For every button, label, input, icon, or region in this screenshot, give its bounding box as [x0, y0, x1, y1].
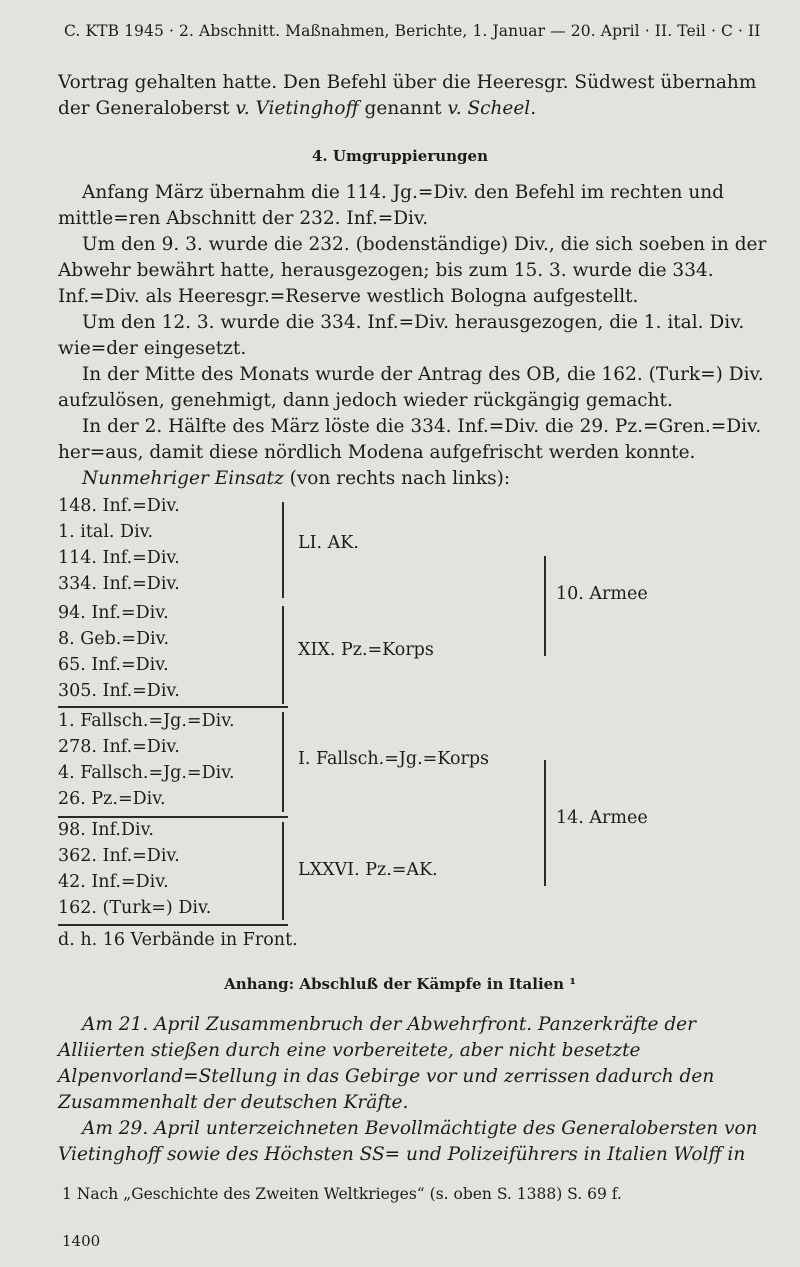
footnote: 1 Nach „Geschichte des Zweiten Weltkrieges“ (s. oben S. 1388) S. 69 f.	[62, 1185, 622, 1203]
army-label-10-armee: 10. Armee	[556, 584, 648, 604]
division-entry: 94. Inf.=Div.	[58, 603, 169, 623]
group-separator	[58, 816, 288, 818]
division-entry: 1. ital. Div.	[58, 522, 154, 542]
paragraph-3: Um den 12. 3. wurde die 334. Inf.=Div. herausgezogen, die 1. ital. Div. wie=der eingesetzt.	[58, 312, 745, 359]
intro-paragraph	[58, 70, 776, 122]
division-entry: 162. (Turk=) Div.	[58, 898, 212, 918]
corps-bracket-xix	[282, 606, 284, 704]
paragraph-2: Um den 9. 3. wurde die 232. (bodenständige) Div., die sich soeben in der Abwehr bewährt hatte, herausgezogen; bis zum 15. 3. wurde die 334. Inf.=Div. als Heeresgr.=Reserve westlich Bologna aufgestellt.	[58, 234, 767, 307]
intro-name-vietinghoff: v. Vietinghoff	[235, 98, 359, 119]
running-header: C. KTB 1945 · 2. Abschnitt. Maßnahmen, Berichte, 1. Januar — 20. April · II. Teil · C · II	[64, 22, 761, 40]
total-units-line: d. h. 16 Verbände in Front.	[58, 930, 298, 950]
intro-line-2-mid: genannt	[358, 98, 448, 119]
deployment-heading-rest: (von rechts nach links):	[283, 468, 511, 489]
army-bracket-10	[544, 556, 546, 656]
division-entry: 26. Pz.=Div.	[58, 789, 166, 809]
page-number: 1400	[62, 1232, 101, 1250]
division-entry: 4. Fallsch.=Jg.=Div.	[58, 763, 235, 783]
division-entry: 98. Inf.Div.	[58, 820, 154, 840]
corps-label-lxxvi-pz-ak: LXXVI. Pz.=AK.	[298, 860, 438, 880]
deployment-heading	[58, 466, 776, 492]
division-entry: 278. Inf.=Div.	[58, 737, 180, 757]
intro-line-1: Vortrag gehalten hatte. Den Befehl über die Heeresgr. Südwest übernahm	[58, 72, 757, 93]
corps-label-xix-pz-korps: XIX. Pz.=Korps	[298, 640, 434, 660]
appendix-paragraph-1: Am 21. April Zusammenbruch der Abwehrfront. Panzerkräfte der Alliierten stießen durch eine vorbereitete, aber nicht besetzte Alpenvorland=Stellung in das Gebirge vor und zerrissen dadurch den Zusammenhalt der deutschen Kräfte.	[58, 1014, 715, 1113]
division-entry: 334. Inf.=Div.	[58, 574, 180, 594]
corps-label-li-ak: LI. AK.	[298, 533, 359, 553]
corps-bracket-lxxvi	[282, 822, 284, 920]
division-entry: 114. Inf.=Div.	[58, 548, 180, 568]
division-entry: 362. Inf.=Div.	[58, 846, 180, 866]
appendix-paragraph-2: Am 29. April unterzeichneten Bevollmächtigte des Generalobersten von Vietinghoff sowie des Höchsten SS= und Polizeiführers in Italien Wolff in	[58, 1118, 758, 1165]
division-entry: 65. Inf.=Div.	[58, 655, 169, 675]
army-bracket-14	[544, 760, 546, 886]
division-entry: 148. Inf.=Div.	[58, 496, 180, 516]
corps-label-i-fallsch-jg-korps: I. Fallsch.=Jg.=Korps	[298, 749, 490, 769]
deployment-heading-italic: Nunmehriger Einsatz	[82, 468, 284, 489]
intro-name-scheel: v. Scheel.	[447, 98, 537, 119]
division-entry: 8. Geb.=Div.	[58, 629, 170, 649]
corps-bracket-li	[282, 502, 284, 598]
group-separator	[58, 706, 288, 708]
section-title-umgruppierungen: 4. Umgruppierungen	[311, 147, 488, 165]
division-entry: 42. Inf.=Div.	[58, 872, 169, 892]
paragraph-1: Anfang März übernahm die 114. Jg.=Div. den Befehl im rechten und mittle=ren Abschnitt der 232. Inf.=Div.	[58, 182, 725, 229]
appendix-title: Anhang: Abschluß der Kämpfe in Italien ¹	[224, 975, 576, 993]
army-label-14-armee: 14. Armee	[556, 808, 648, 828]
corps-bracket-i-fallsch	[282, 712, 284, 812]
intro-line-2-pre: der Generaloberst	[58, 98, 236, 119]
division-entry: 1. Fallsch.=Jg.=Div.	[58, 711, 235, 731]
paragraph-4: In der Mitte des Monats wurde der Antrag des OB, die 162. (Turk=) Div. aufzulösen, genehmigt, dann jedoch wieder rückgängig gemacht.	[58, 364, 764, 411]
group-separator	[58, 924, 288, 926]
division-entry: 305. Inf.=Div.	[58, 681, 180, 701]
paragraph-5: In der 2. Hälfte des März löste die 334. Inf.=Div. die 29. Pz.=Gren.=Div. her=aus, damit diese nördlich Modena aufgefrischt werden konnte.	[58, 416, 762, 463]
